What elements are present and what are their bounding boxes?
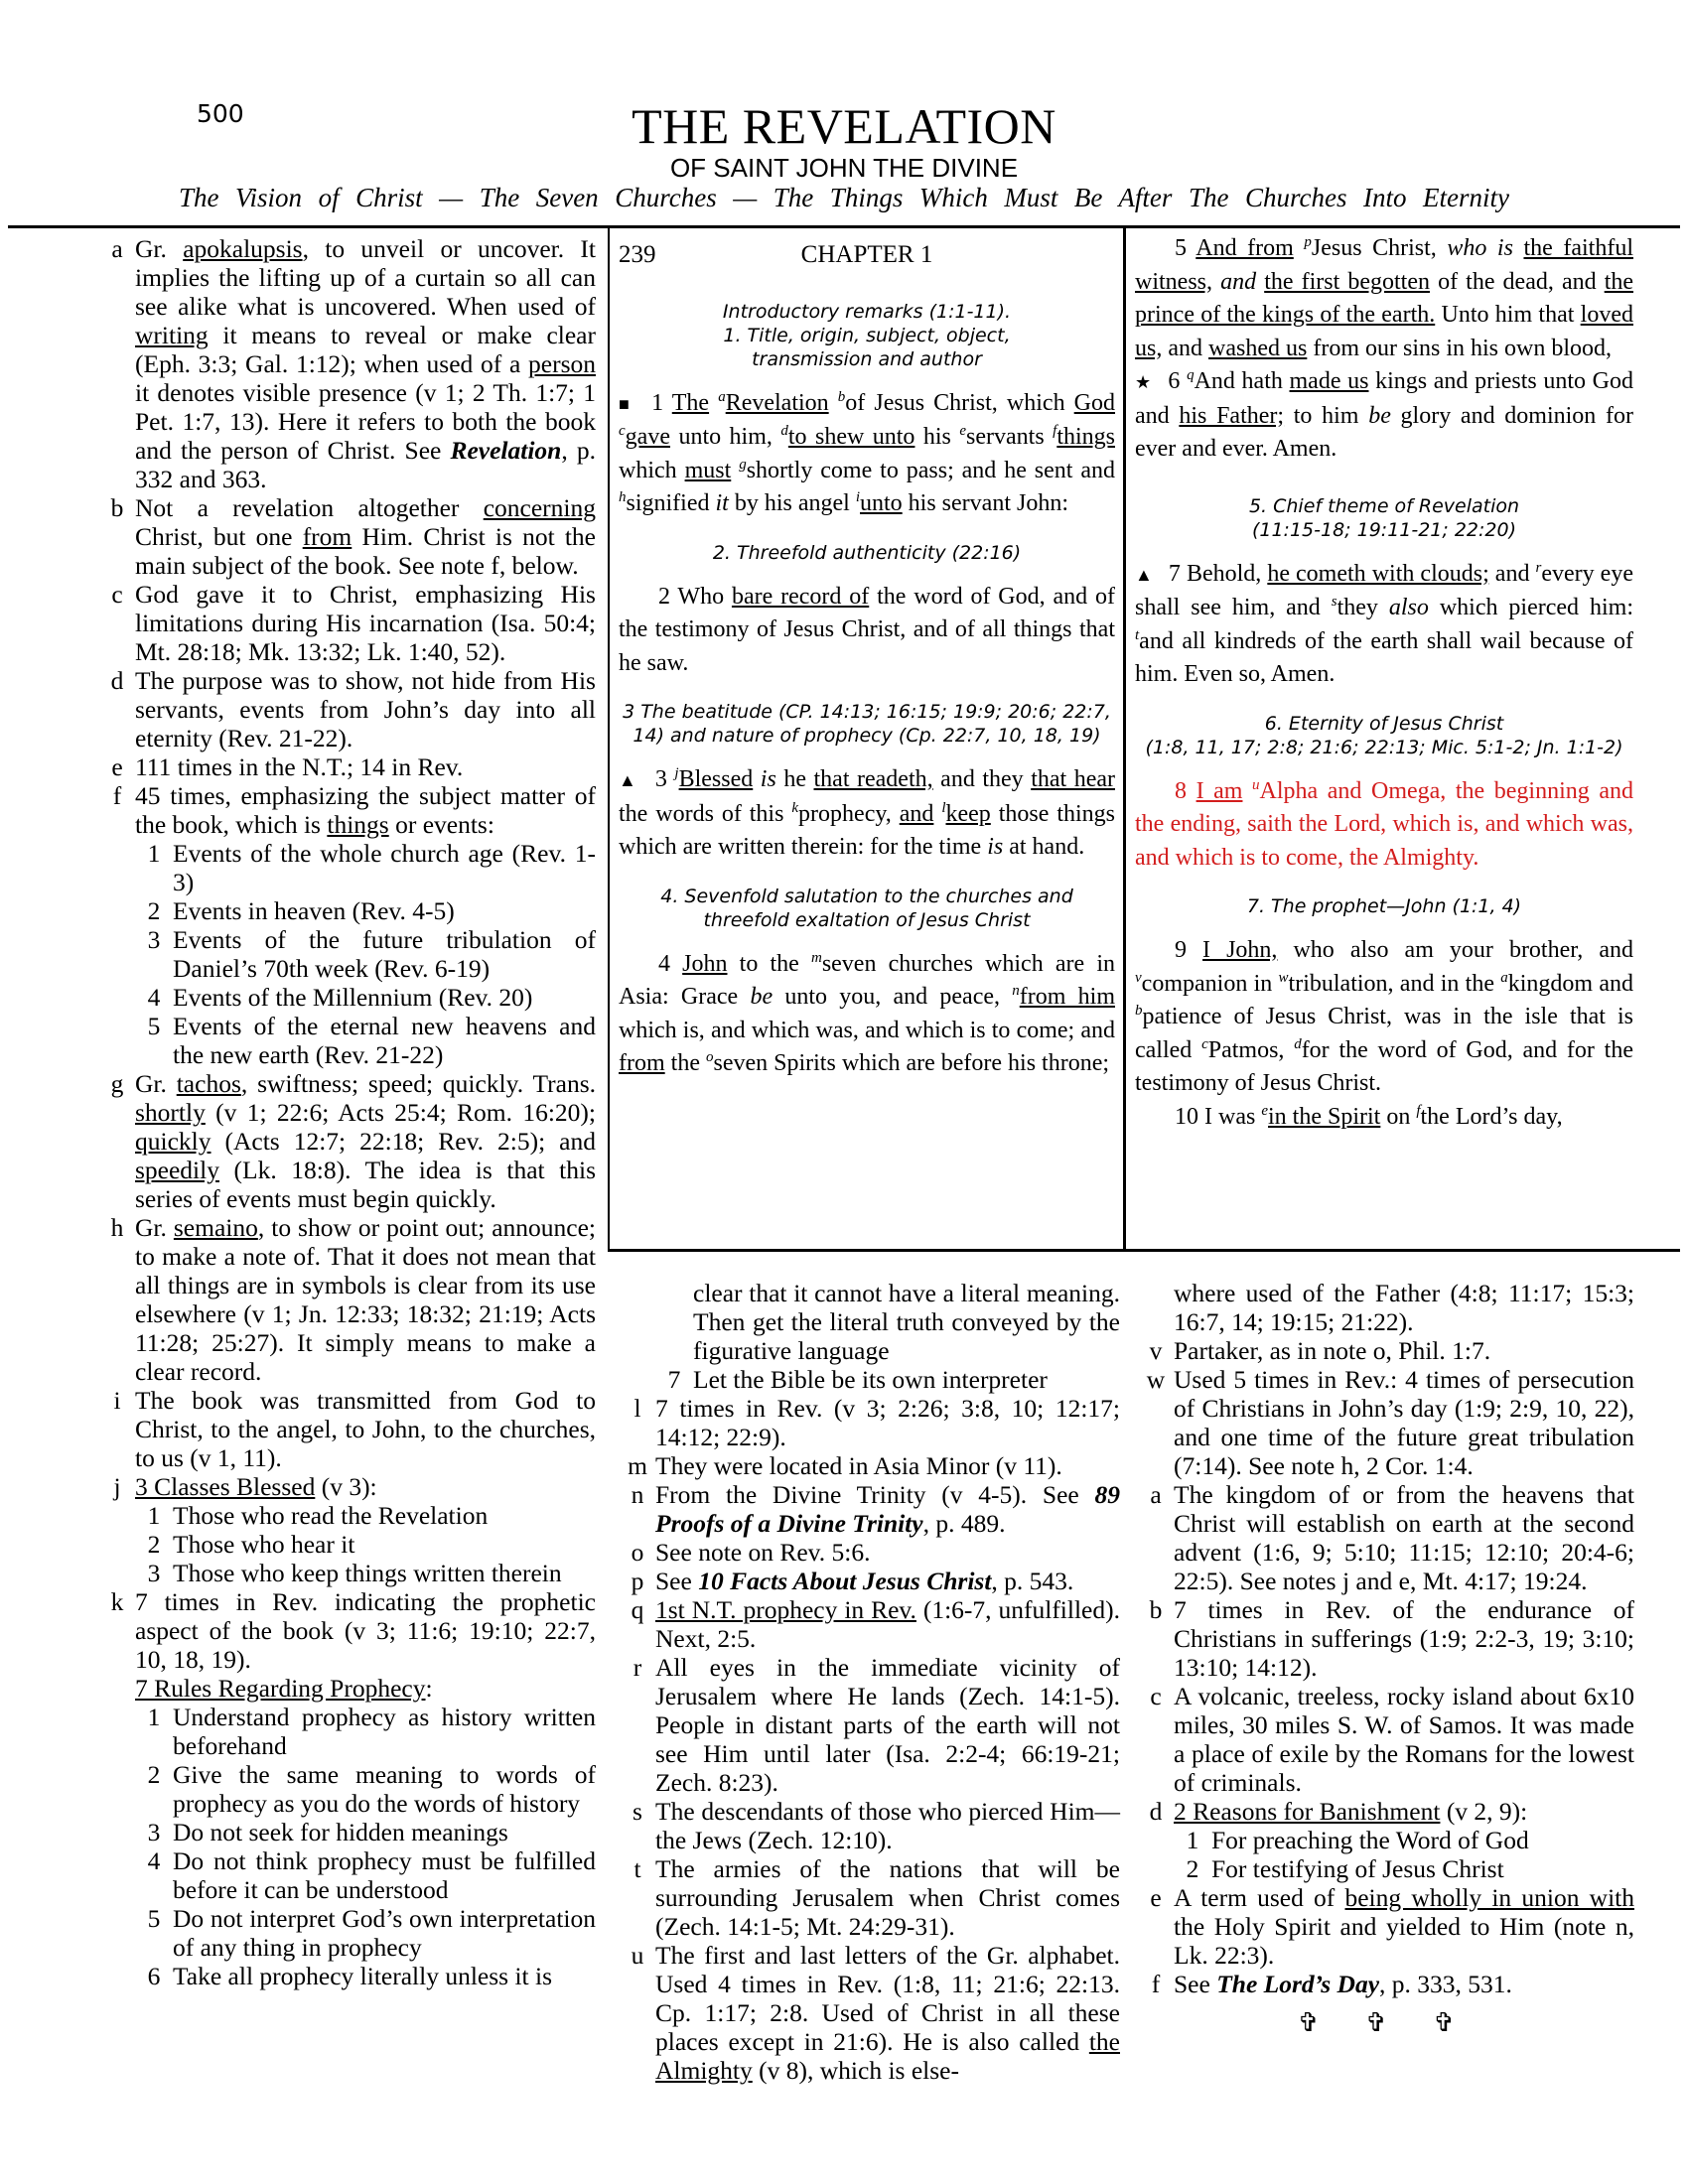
header-rule bbox=[8, 225, 1680, 228]
heading-1: Introductory remarks (1:1-11). 1. Title, origin, subject, object, transmission and author bbox=[722, 300, 1012, 370]
note-c2: c A volcanic, treeless, rocky island about 6x10 miles, 30 miles S. W. of Samos. It was made a place of exile by the Romans for the lowest of criminals. bbox=[1150, 1682, 1634, 1797]
notes-column-middle: clear that it cannot have a literal meaning. Then get the literal truth conveyed by the figurative language 7 Let the Bible be its own interpreter l 7 times in Rev. (v 3; 2:26; 3:8, 10; 12:17; 14:12; 22:9). m They were located in Asia Minor (v 11). n From the Divine Trinity (v 4-5). See 89 Proofs of a Divine Trinity, p. 489. o See note on Rev. 5:6. p See 10 Facts About Jesus Christ, p. 543. q 1st N.T. prophecy in Rev. (1:6-7, unfulfilled). Next, 2:5. r All eyes in the immediate vicinity of Jerusalem where He lands (Zech. 14:1-5). People in distant parts of the earth will not see Him until later (Isa. 2:2-4; 66:19-21; Zech. 8:23). s The descendants of those who pierced Him—the Jews (Zech. 12:10). t The armies of the nations that will be surrounding Jerusalem when Christ comes (Zech. 14:1-5; Mt. 24:29-31). u The first and last letters of the Gr. alphabet. Used 4 times in Rev. (1:8, 11; 21:6; 22:13. Cp. 1:17; 2:8. Used of Christ in all these places except in 21:6). He is also called the Almighty (v 8), which is else- bbox=[620, 1279, 1120, 2085]
note-r: r All eyes in the immediate vicinity of Jerusalem where He lands (Zech. 14:1-5). People in distant parts of the earth will not see Him until later (Isa. 2:2-4; 66:19-21; Zech. 8:23). bbox=[633, 1653, 1120, 1797]
cross-ornament: ✞ ✞ ✞ bbox=[1297, 2008, 1476, 2037]
note-g: g Gr. tachos, swiftness; speed; quickly. Trans. shortly (v 1; 22:6; Acts 25:4; Rom. 16:20); quickly (Acts 12:7; 22:18; Rev. 2:5); and speedily (Lk. 18:8). The idea is that this series of events must begin quickly. bbox=[110, 1069, 597, 1213]
verse-6: ★ 6 $^q$And hath made us kings and priests unto God and his Father; to him be glory and dominion for ever and ever. Amen. bbox=[1135, 367, 1634, 462]
verse-5: 5 And from $^p$Jesus Christ, who is the faithful witness, and the first begotten of the dead, and the prince of the kings of the earth. Unto him that loved us, and washed us from our sins in his own blood, bbox=[1135, 234, 1634, 361]
heading-3: 3 The beatitude (CP. 14:13; 16:15; 19:9; 20:6; 22:7, 14) and nature of prophecy (Cp. 22:7, 10, 18, 19) bbox=[623, 701, 1111, 747]
page-tagline: The Vision of Christ — The Seven Churches — The Things Which Must Be After The Churches Into Eternity bbox=[179, 183, 1509, 212]
chapter-title: CHAPTER 1 bbox=[800, 241, 933, 268]
note-u: u The first and last letters of the Gr. alphabet. Used 4 times in Rev. (1:8, 11; 21:6; 22:13. Cp. 1:17; 2:8. Used of Christ in all these places except in 21:6). He is also called the Almighty (v 8), which is else- bbox=[631, 1941, 1120, 2085]
heading-7: 7. The prophet—John (1:1, 4) bbox=[1246, 895, 1522, 917]
note-m: m They were located in Asia Minor (v 11). bbox=[628, 1451, 1062, 1480]
heading-2: 2. Threefold authenticity (22:16) bbox=[712, 541, 1022, 564]
note-h: h Gr. semaino, to show or point out; announce; to make a note of. That it does not mean that all things are in symbols is clear from its use elsewhere (v 1; Jn. 12:33; 18:32; 21:19; Acts 11:28; 25:27). It simply means to make a clear record. bbox=[110, 1213, 597, 1386]
note-b: b Not a revelation altogether concerning Christ, but one from Him. Christ is not the main subject of the book. See note f, below. bbox=[110, 493, 596, 580]
box-mid-rule bbox=[1123, 228, 1126, 1251]
notes-column-left: a Gr. apokalupsis, to unveil or uncover. It implies the lifting up of a curtain so all can see alike what is uncovered. When used of writing it means to reveal or make clear (Eph. 3:3; Gal. 1:12); when used of a person it denotes visible presence (v 1; 2 Th. 1:7; 1 Pet. 1:7, 13). Here it refers to both the book and the person of Christ. See Revelation, p. 332 and 363. b Not a revelation altogether concerning Christ, but one from Him. Christ is not the main subject of the book. See note f, below. c God gave it to Christ, emphasizing His limitations during His incarnation (Isa. 50:4; Mt. 28:18; Mk. 13:32; Lk. 1:40, 52). d The purpose was to show, not hide from His servants, events from John’s day into all eternity (Rev. 21-22). e 111 times in the N.T.; 14 in Rev. f 45 times, emphasizing the subject matter of the book, which is things or events: 1 Events of the whole church age (Rev. 1-3) 2 Events in heaven (Rev. 4-5) 3 Events of the future tribulation of Daniel’s 70th week (Rev. 6-19) 4 Events of the Millennium (Rev. 20) 5 Events of the eternal new heavens and the new earth (Rev. 21-22) g Gr. tachos, swiftness; speed; quickly. Trans. shortly (v 1; 22:6; Acts 25:4; Rom. 16:20); quickly (Acts 12:7; 22:18; Rev. 2:5); and speedily (Lk. 18:8). The idea is that this series of events must begin quickly. h Gr. semaino, to show or point out; announce; to make a note of. That it does not mean that all things are in symbols is clear from its use elsewhere (v 1; Jn. 12:33; 18:32; 21:19; Acts 11:28; 25:27). It simply means to make a clear record. i The book was transmitted from God to Christ, to the angel, to John, to the churches, to us (v 1, 11). j 3 Classes Blessed (v 3): 1 Those who read the Revelation 2 Those who hear it 3 Those who keep things written therein k 7 times in Rev. indicating the prophetic aspect of the book (v 3; 11:6; 19:10; 22:7, 10, 18, 19). 7 Rules Regarding Prophecy: 1 Understand prophecy as history written beforehand 2 Give the same meaning to words of prophecy as you do the words of history 3 Do not seek for hidden meanings 4 Do not think prophecy must be fulfilled before it can be understood 5 Do not interpret God’s own interpretation of any thing in prophecy 6 Take all prophecy literally unless it is bbox=[99, 234, 596, 1990]
heading-5: 5. Chief theme of Revelation (11:15-18; 19:11-21; 22:20) bbox=[1248, 494, 1520, 541]
note-a: a Gr. apokalupsis, to unveil or uncover. It implies the lifting up of a curtain so all can see alike what is uncovered. When used of writing it means to reveal or make clear (Eph. 3:3; Gal. 1:12); when used of a person it denotes visible presence (v 1; 2 Th. 1:7; 1 Pet. 1:7, 13). Here it refers to both the book and the person of Christ. See Revelation, p. 332 and 363. bbox=[111, 234, 596, 493]
heading-6: 6. Eternity of Jesus Christ (1:8, 11, 17; 2:8; 21:6; 22:13; Mic. 5:1-2; Jn. 1:1-2) bbox=[1145, 712, 1623, 758]
verse-9: 9 I John, who also am your brother, and $^v$companion in $^w$tribulation, and in the $^a$kingdom and $^b$patience of Jesus Christ, was in the isle that is called $^c$Patmos, $^d$for the word of God, and for the testimony of Jesus Christ. bbox=[1135, 937, 1634, 1096]
verse-2: 2 Who bare record of the word of God, and of the testimony of Jesus Christ, and of all things that he saw. bbox=[619, 583, 1115, 676]
page-subtitle: OF SAINT JOHN THE DIVINE bbox=[669, 153, 1019, 183]
note-e2: e A term used of being wholly in union with the Holy Spirit and yielded to Him (note n, Lk. 22:3). bbox=[1150, 1883, 1634, 1970]
note-e: e 111 times in the N.T.; 14 in Rev. bbox=[111, 752, 464, 781]
note-d: d The purpose was to show, not hide from His servants, events from John’s day into all eternity (Rev. 21-22). bbox=[110, 666, 596, 752]
verse-10: 10 I was $^e$in the Spirit on $^f$the Lord’s day, bbox=[1175, 1102, 1563, 1130]
verse-1: ■ 1 The $^a$Revelation $^b$of Jesus Christ, which God $^c$gave unto him, $^d$to shew unto his $^e$servants $^f$things which must $^g$shortly come to pass; and he sent and $^h$signified it by his angel $^i$unto his servant John: bbox=[619, 388, 1116, 516]
note-o: o See note on Rev. 5:6. bbox=[631, 1538, 871, 1567]
verse-4: 4 John to the $^m$seven churches which are in Asia: Grace be unto you, and peace, $^n$from him which is, and which was, and which is to come; and from the $^o$seven Spirits which are before his throne; bbox=[619, 949, 1115, 1076]
note-a2: a The kingdom of or from the heavens that Christ will establish on earth at the second advent (1:6, 9; 5:10; 11:15; 12:10; 20:4-6; 22:5). See notes j and e, Mt. 4:17; 19:24. bbox=[1150, 1480, 1634, 1595]
note-w: w Used 5 times in Rev.: 4 times of persecution of Christians in John’s day (1:9; 2:9, 10, 22), and one time of the future great tribulation (7:14). See note h, 2 Cor. 1:4. bbox=[1146, 1365, 1634, 1480]
note-b2: b 7 times in Rev. of the endurance of Christians in sufferings (1:9; 2:2-3, 19; 3:10; 13:10; 14:12). bbox=[1149, 1595, 1634, 1682]
note-t: t The armies of the nations that will be surrounding Jerusalem when Christ comes (Zech. 14:1-5; Mt. 24:29-31). bbox=[633, 1854, 1120, 1941]
note-p: p See 10 Facts About Jesus Christ, p. 543. bbox=[631, 1567, 1074, 1595]
verse-8: 8 I am $^u$Alpha and Omega, the beginning and the ending, saith the Lord, which is, and which was, and which is to come, the Almighty. bbox=[1135, 776, 1633, 871]
page-title: THE REVELATION bbox=[632, 98, 1056, 154]
verse-7: ▲ 7 Behold, he cometh with clouds; and $^r$every eye shall see him, and $^s$they also which pierced him: $^t$and all kindreds of the earth shall wail because of him. Even so, Amen. bbox=[1135, 559, 1633, 687]
note-d2: d 2 Reasons for Banishment (v 2, 9): bbox=[1149, 1797, 1528, 1826]
notes-column-right: where used of the Father (4:8; 11:17; 15:3; 16:7, 14; 19:15; 21:22). v Partaker, as in note o, Phil. 1:7. w Used 5 times in Rev.: 4 times of persecution of Christians in John’s day (1:9; 2:9, 10, 22), and one time of the future great tribulation (7:14). See note h, 2 Cor. 1:4. a The kingdom of or from the heavens that Christ will establish on earth at the second advent (1:6, 9; 5:10; 11:15; 12:10; 20:4-6; 22:5). See notes j and e, Mt. 4:17; 19:24. b 7 times in Rev. of the endurance of Christians in sufferings (1:9; 2:2-3, 19; 3:10; 13:10; 14:12). c A volcanic, treeless, rocky island about 6x10 miles, 30 miles S. W. of Samos. It was made a place of exile by the Romans for the lowest of criminals. d 2 Reasons for Banishment (v 2, 9): 1 For preaching the Word of God 2 For testifying of Jesus Christ e A term used of being wholly in union with the Holy Spirit and yielded to Him (note n, Lk. 22:3). f See The Lord’s Day, p. 333, 531. ✞ ✞ ✞ bbox=[1138, 1279, 1634, 2037]
box-left-rule bbox=[608, 228, 610, 1251]
note-f: f 45 times, emphasizing the subject matter of the book, which is things or events: bbox=[112, 781, 596, 839]
note-i: i The book was transmitted from God to Christ, to the angel, to John, to the churches, to us (v 1, 11). bbox=[113, 1386, 596, 1472]
note-k-continued: clear that it cannot have a literal meaning. Then get the literal truth conveyed by the figurative language bbox=[693, 1279, 1120, 1365]
note-k: k 7 times in Rev. indicating the prophetic aspect of the book (v 3; 11:6; 19:10; 22:7, 10, 18, 19). bbox=[110, 1587, 596, 1674]
note-j: j 3 Classes Blessed (v 3): bbox=[113, 1472, 377, 1501]
chapter-ref: 239 bbox=[619, 241, 656, 268]
page-number: 500 bbox=[197, 99, 244, 128]
note-v: v Partaker, as in note o, Phil. 1:7. bbox=[1149, 1336, 1491, 1365]
note-u-continued: where used of the Father (4:8; 11:17; 15:3; 16:7, 14; 19:15; 21:22). bbox=[1174, 1279, 1634, 1336]
note-c: c God gave it to Christ, emphasizing His limitations during His incarnation (Isa. 50:4; Mt. 28:18; Mk. 13:32; Lk. 1:40, 52). bbox=[111, 580, 596, 666]
note-s: s The descendants of those who pierced Him—the Jews (Zech. 12:10). bbox=[633, 1797, 1120, 1854]
note-f2: f See The Lord’s Day, p. 333, 531. bbox=[1151, 1970, 1512, 1998]
scripture-column-right bbox=[1135, 232, 1633, 1134]
chapter-header bbox=[619, 238, 1115, 272]
note-l: l 7 times in Rev. (v 3; 2:26; 3:8, 10; 12:17; 14:12; 22:9). bbox=[633, 1394, 1120, 1451]
heading-4: 4. Sevenfold salutation to the churches and threefold exaltation of Jesus Christ bbox=[660, 885, 1073, 931]
note-n: n From the Divine Trinity (v 4-5). See 89 Proofs of a Divine Trinity, p. 489. bbox=[631, 1480, 1120, 1538]
verse-3: ▲ 3 $^j$Blessed is he that readeth, and they that hear the words of this $^k$prophecy, and $^l$keep those things which are written therein: for the time is at hand. bbox=[619, 765, 1115, 860]
scripture-column-middle bbox=[619, 236, 1115, 1081]
note-q: q 1st N.T. prophecy in Rev. (1:6-7, unfulfilled). Next, 2:5. bbox=[631, 1595, 1120, 1653]
box-bottom-rule bbox=[608, 1249, 1680, 1252]
